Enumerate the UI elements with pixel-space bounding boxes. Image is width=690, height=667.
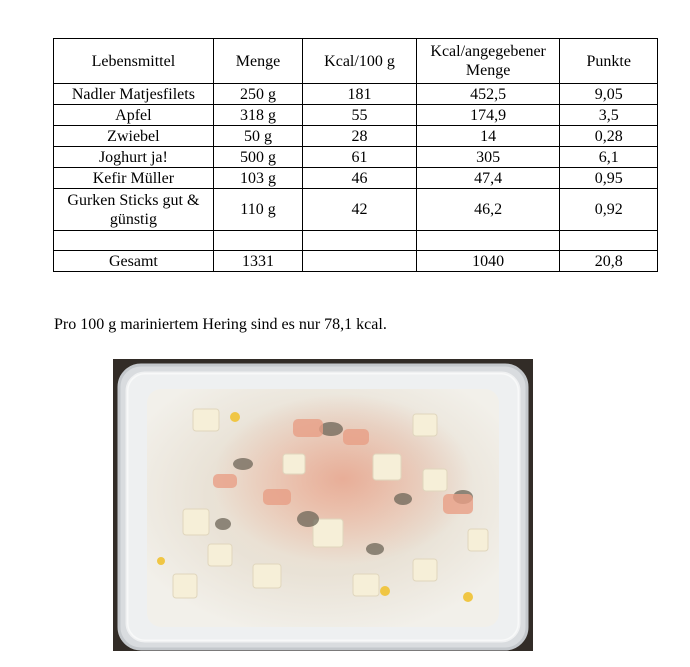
cell-kcal-amount: 452,5 xyxy=(416,84,560,105)
cell-kcal-100g: 55 xyxy=(303,105,417,126)
herring-salad-image xyxy=(113,359,533,651)
cell-kcal-amount: 14 xyxy=(416,126,560,147)
calorie-note: Pro 100 g mariniertem Hering sind es nur 78,1 kcal. xyxy=(54,316,387,333)
cell-kcal-amount: 1040 xyxy=(416,251,560,272)
cell-amount: 110 g xyxy=(213,189,302,231)
cell-food: Kefir Müller xyxy=(54,168,214,189)
cell-amount: 50 g xyxy=(213,126,302,147)
cell-points: 0,92 xyxy=(560,189,658,231)
table-row xyxy=(54,147,658,168)
cell-amount: 1331 xyxy=(213,251,302,272)
cell-kcal-100g xyxy=(303,251,417,272)
cell-points: 0,28 xyxy=(560,126,658,147)
cell-kcal-amount xyxy=(416,231,560,251)
header-kcal-100g: Kcal/100 g xyxy=(303,39,417,84)
cell-amount: 103 g xyxy=(213,168,302,189)
cell-food: Zwiebel xyxy=(54,126,214,147)
cell-food: Gesamt xyxy=(54,251,214,272)
cell-points: 20,8 xyxy=(560,251,658,272)
header-menge: Menge xyxy=(213,39,302,84)
table-row xyxy=(54,189,658,231)
header-kcal-menge: Kcal/angegebener Menge xyxy=(416,39,560,84)
table-row xyxy=(54,168,658,189)
cell-points: 3,5 xyxy=(560,105,658,126)
nutrition-table xyxy=(53,38,658,272)
cell-kcal-100g: 28 xyxy=(303,126,417,147)
cell-food: Joghurt ja! xyxy=(54,147,214,168)
table-row-total xyxy=(54,251,658,272)
cell-points: 0,95 xyxy=(560,168,658,189)
herring-salad-photo xyxy=(113,359,533,651)
cell-kcal-100g: 61 xyxy=(303,147,417,168)
header-punkte: Punkte xyxy=(560,39,658,84)
cell-amount: 250 g xyxy=(213,84,302,105)
table-row xyxy=(54,84,658,105)
cell-kcal-amount: 47,4 xyxy=(416,168,560,189)
cell-amount: 500 g xyxy=(213,147,302,168)
table-header-row xyxy=(54,39,658,84)
cell-food: Nadler Matjesfilets xyxy=(54,84,214,105)
cell-kcal-amount: 305 xyxy=(416,147,560,168)
cell-points: 9,05 xyxy=(560,84,658,105)
cell-kcal-100g: 46 xyxy=(303,168,417,189)
cell-kcal-100g: 181 xyxy=(303,84,417,105)
cell-points xyxy=(560,231,658,251)
table-row xyxy=(54,105,658,126)
cell-amount: 318 g xyxy=(213,105,302,126)
table-row-empty xyxy=(54,231,658,251)
cell-food: Apfel xyxy=(54,105,214,126)
cell-food: Gurken Sticks gut & günstig xyxy=(54,189,214,231)
cell-kcal-100g xyxy=(303,231,417,251)
cell-points: 6,1 xyxy=(560,147,658,168)
header-lebensmittel: Lebensmittel xyxy=(54,39,214,84)
cell-kcal-100g: 42 xyxy=(303,189,417,231)
cell-amount xyxy=(213,231,302,251)
cell-kcal-amount: 174,9 xyxy=(416,105,560,126)
cell-kcal-amount: 46,2 xyxy=(416,189,560,231)
table-row xyxy=(54,126,658,147)
cell-food xyxy=(54,231,214,251)
